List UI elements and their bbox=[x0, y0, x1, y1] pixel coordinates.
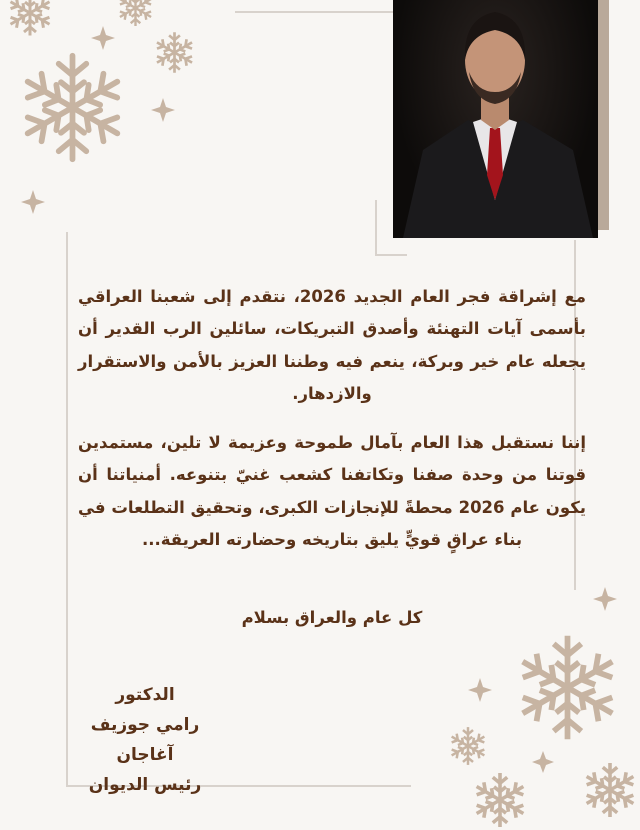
sparkle-icon bbox=[593, 587, 617, 611]
sparkle-icon bbox=[532, 751, 554, 773]
signature-name: رامي جوزيف آغاجان bbox=[90, 715, 200, 765]
signature-block bbox=[60, 680, 230, 800]
signature-position: رئيس الديوان bbox=[88, 775, 202, 795]
closing-line: كل عام والعراق بسلام bbox=[241, 608, 423, 627]
sparkle-icon bbox=[21, 190, 45, 214]
sparkle-icon bbox=[151, 98, 175, 122]
sparkle-icon bbox=[468, 678, 492, 702]
message-paragraph-2: إننا نستقبل هذا العام بآمال طموحة وعزيمة لا تلين، مستمدين قوتنا من وحدة صفنا وتكاتفنا كشعب غنيّ بتنوعه. أمنياتنا أن يكون عام 2026 محطةً للإنجازات الكبرى، وتحقيق التطلعات في بناء عراقٍ قويٍّ يليق بتاريخه وحضارته العريقة... bbox=[78, 433, 586, 550]
sparkle-icon bbox=[91, 26, 115, 50]
message-paragraph-1: مع إشراقة فجر العام الجديد 2026، نتقدم إلى شعبنا العراقي بأسمى آيات التهنئة وأصدق التبريكات، سائلين الرب القدير أن يجعله عام خير وبركة، ينعم فيه وطننا العزيز بالأمن والاستقرار والازدهار. bbox=[78, 287, 586, 404]
signature-title: الدكتور bbox=[115, 685, 175, 705]
